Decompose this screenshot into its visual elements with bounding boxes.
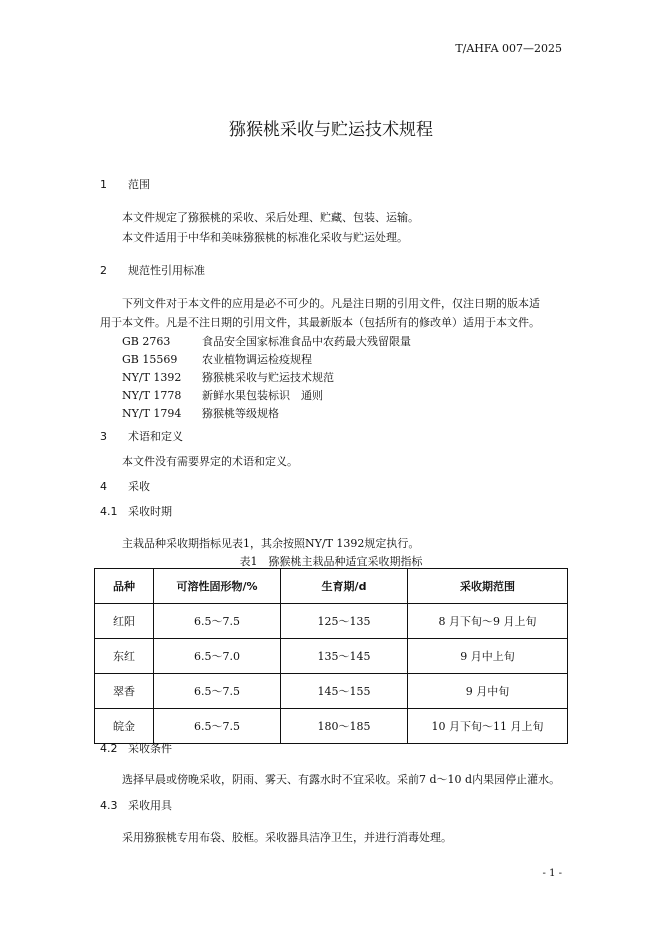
table-cell: 9 月中旬 <box>408 674 568 709</box>
reference-item <box>122 369 334 385</box>
reference-item <box>122 333 411 349</box>
table-cell: 6.5～7.0 <box>154 639 281 674</box>
reference-name: 猕猴桃采收与贮运技术规范 <box>202 371 334 384</box>
table-row <box>95 674 568 709</box>
paragraph: 采用猕猴桃专用布袋、胶框。采收器具洁净卫生，并进行消毒处理。 <box>122 831 452 844</box>
section-number: 4 <box>100 480 107 493</box>
section-4-heading <box>100 478 150 494</box>
column-header: 品种 <box>95 569 154 604</box>
section-number: 4.3 <box>100 799 118 812</box>
paragraph: 用于本文件。凡是不注日期的引用文件，其最新版本（包括所有的修改单）适用于本文件。 <box>100 316 540 329</box>
reference-item <box>122 351 312 367</box>
reference-code: NY/T 1778 <box>122 389 182 402</box>
reference-item <box>122 405 279 421</box>
column-header: 可溶性固形物/% <box>154 569 281 604</box>
column-header: 采收期范围 <box>408 569 568 604</box>
table-cell: 东红 <box>95 639 154 674</box>
subsection-4-2-heading <box>100 740 172 756</box>
reference-name: 新鲜水果包装标识 通则 <box>202 389 323 402</box>
reference-code: NY/T 1392 <box>122 371 182 384</box>
table-cell: 10 月下旬～11 月上旬 <box>408 709 568 744</box>
page-number: - 1 - <box>542 868 562 879</box>
paragraph: 本文件规定了猕猴桃的采收、采后处理、贮藏、包装、运输。 <box>122 211 419 224</box>
section-number: 1 <box>100 178 107 191</box>
table-cell: 180～185 <box>281 709 408 744</box>
section-number: 4.2 <box>100 742 118 755</box>
section-title: 范围 <box>128 178 150 191</box>
table-cell: 皖金 <box>95 709 154 744</box>
reference-code: GB 2763 <box>122 335 171 348</box>
reference-code: NY/T 1794 <box>122 407 182 420</box>
table-cell: 9 月中上旬 <box>408 639 568 674</box>
table-cell: 红阳 <box>95 604 154 639</box>
section-title: 术语和定义 <box>128 430 183 443</box>
table-row <box>95 604 568 639</box>
reference-name: 食品安全国家标准食品中农药最大残留限量 <box>202 335 411 348</box>
document-title: 猕猴桃采收与贮运技术规程 <box>229 120 433 140</box>
section-number: 3 <box>100 430 107 443</box>
section-title: 采收时期 <box>128 505 172 518</box>
column-header: 生育期/d <box>281 569 408 604</box>
table-cell: 145～155 <box>281 674 408 709</box>
table-cell: 翠香 <box>95 674 154 709</box>
section-number: 2 <box>100 264 107 277</box>
section-1-heading <box>100 176 150 192</box>
section-2-heading <box>100 262 205 278</box>
harvest-index-table <box>94 568 568 744</box>
paragraph: 下列文件对于本文件的应用是必不可少的。凡是注日期的引用文件，仅注日期的版本适 <box>122 297 540 310</box>
reference-code: GB 15569 <box>122 353 178 366</box>
table-cell: 6.5～7.5 <box>154 604 281 639</box>
subsection-4-1-heading <box>100 503 172 519</box>
paragraph: 本文件没有需要界定的术语和定义。 <box>122 455 298 468</box>
paragraph: 本文件适用于中华和美味猕猴桃的标准化采收与贮运处理。 <box>122 231 408 244</box>
reference-name: 猕猴桃等级规格 <box>202 407 279 420</box>
section-title: 采收 <box>128 480 150 493</box>
table-cell: 6.5～7.5 <box>154 674 281 709</box>
paragraph: 选择早晨或傍晚采收，阴雨、雾天、有露水时不宜采收。采前7 d～10 d内果园停止灌水。 <box>122 773 561 786</box>
table-row <box>95 639 568 674</box>
reference-item <box>122 387 323 403</box>
section-title: 采收用具 <box>128 799 172 812</box>
table-cell: 6.5～7.5 <box>154 709 281 744</box>
table-row <box>95 709 568 744</box>
table-header-row <box>95 569 568 604</box>
table-cell: 135～145 <box>281 639 408 674</box>
subsection-4-3-heading <box>100 797 172 813</box>
paragraph: 主栽品种采收期指标见表1，其余按照NY/T 1392规定执行。 <box>122 537 420 550</box>
section-title: 规范性引用标准 <box>128 264 205 277</box>
reference-name: 农业植物调运检疫规程 <box>202 353 312 366</box>
table-cell: 8 月下旬～9 月上旬 <box>408 604 568 639</box>
table-cell: 125～135 <box>281 604 408 639</box>
document-code: T/AHFA 007—2025 <box>455 42 562 55</box>
table-caption: 表1 猕猴桃主栽品种适宜采收期指标 <box>239 555 423 568</box>
section-3-heading <box>100 428 183 444</box>
section-title: 采收条件 <box>128 742 172 755</box>
section-number: 4.1 <box>100 505 118 518</box>
